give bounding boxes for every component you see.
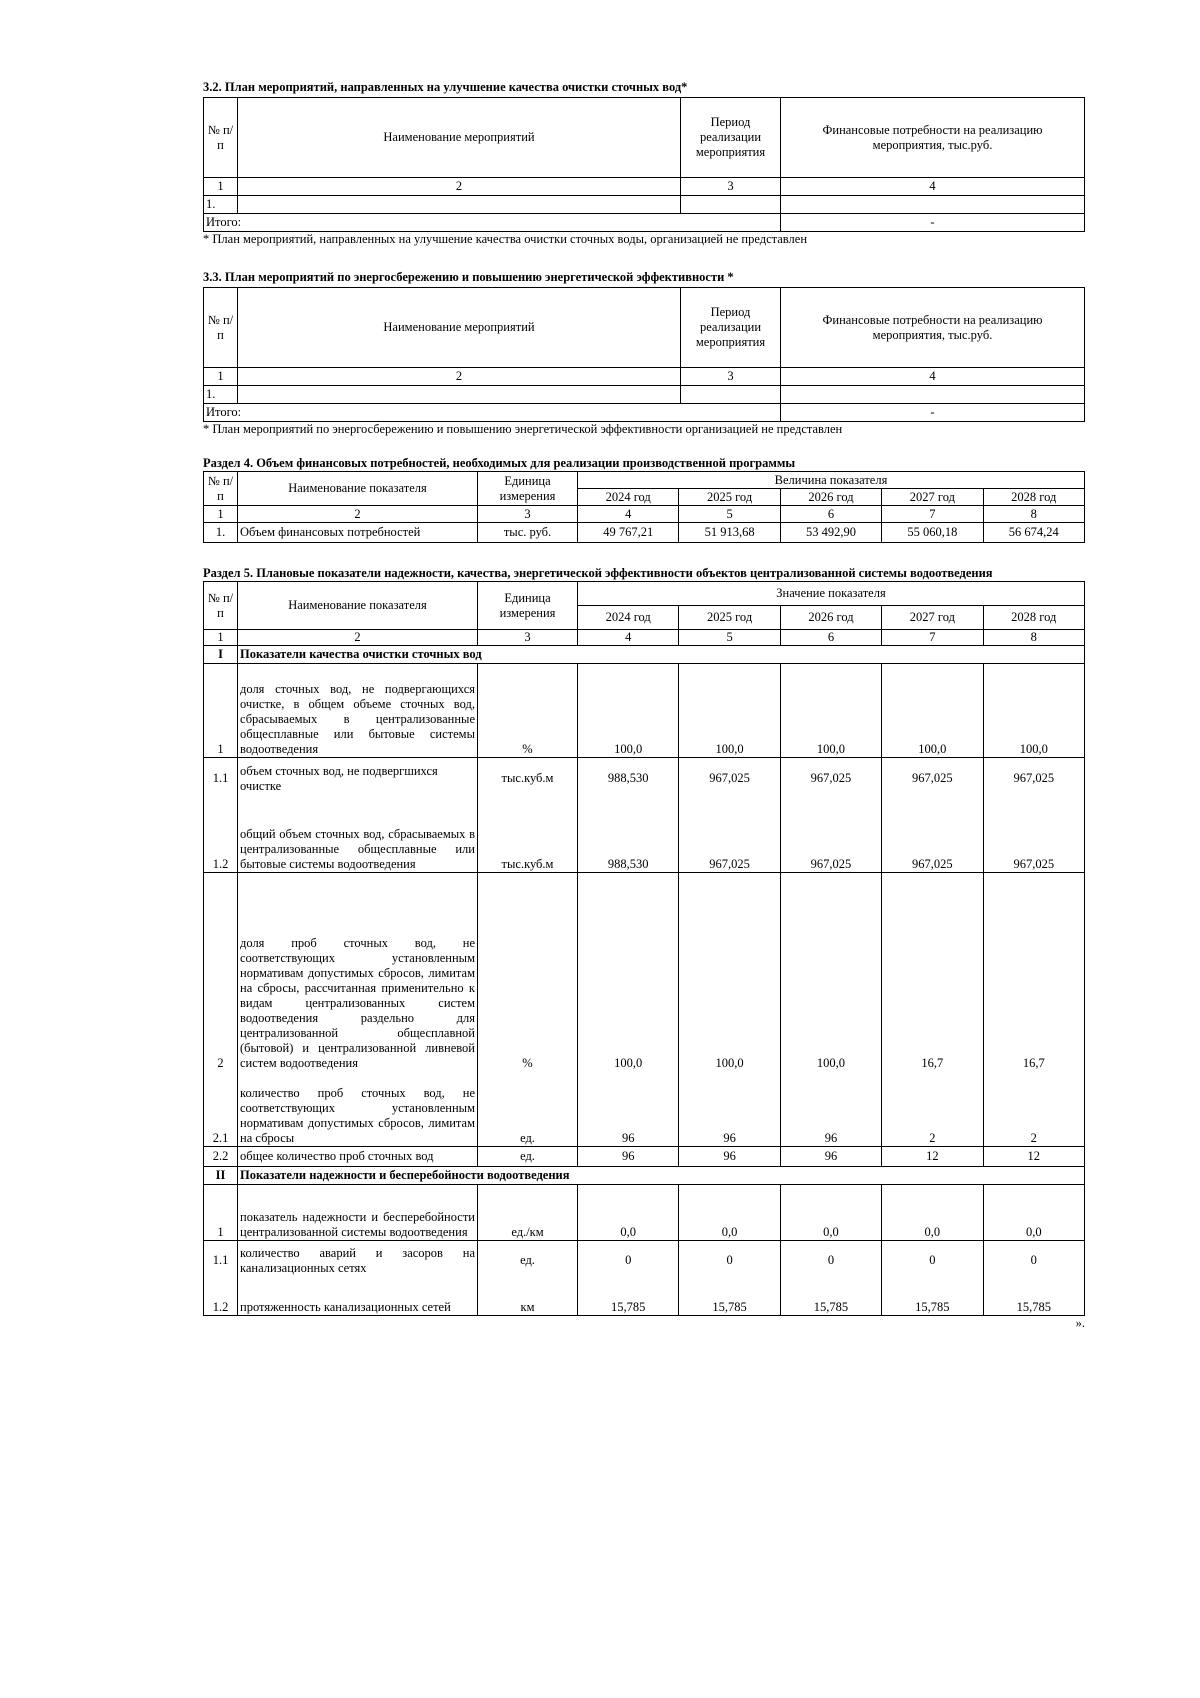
row-value: 0: [983, 1241, 1084, 1281]
row-value: 100,0: [578, 664, 679, 758]
row-name: [238, 196, 681, 214]
col-number: 4: [578, 630, 679, 646]
row-value: 100,0: [882, 664, 983, 758]
col-number: 8: [983, 630, 1084, 646]
group-num: I: [204, 646, 238, 664]
row-num: 1: [204, 664, 238, 758]
row-unit: ед.: [478, 1071, 578, 1147]
row-value: 53 492,90: [780, 523, 881, 543]
row-value: 2: [882, 1071, 983, 1147]
col-number: 1: [204, 630, 238, 646]
header-year: 2028 год: [983, 489, 1084, 506]
row-period: [681, 196, 781, 214]
document-page: [203, 80, 1085, 1331]
header-num: № п/п: [204, 582, 238, 630]
row-value: 15,785: [578, 1281, 679, 1316]
row-value: 100,0: [780, 873, 881, 1071]
header-finance: Финансовые потребности на реализацию мероприятия, тыс.руб.: [781, 98, 1085, 178]
col-number: 2: [238, 506, 478, 523]
col-number: 4: [578, 506, 679, 523]
header-year: 2026 год: [780, 489, 881, 506]
row-num: 1.2: [204, 1281, 238, 1316]
closing-mark: ».: [1075, 1316, 1085, 1330]
row-value: 16,7: [882, 873, 983, 1071]
row-value: 967,025: [780, 800, 881, 873]
row-num: 1.: [204, 523, 238, 543]
row-value: 100,0: [679, 873, 780, 1071]
col-number: 5: [679, 506, 780, 523]
col-number: 6: [780, 630, 881, 646]
header-year: 2024 год: [578, 489, 679, 506]
header-value: Значение показателя: [578, 582, 1085, 606]
row-value: 15,785: [983, 1281, 1084, 1316]
row-num: 2: [204, 873, 238, 1071]
section-5-title: Раздел 5. Плановые показатели надежности, качества, энергетической эффективности объектов централизованной системы водоотведения: [203, 566, 993, 580]
row-name: Объем финансовых потребностей: [238, 523, 478, 543]
col-number: 6: [780, 506, 881, 523]
row-value: 55 060,18: [882, 523, 983, 543]
plan-quality-table: [203, 97, 1085, 232]
row-num: 1.: [204, 196, 238, 214]
row-value: 967,025: [983, 800, 1084, 873]
row-value: 2: [983, 1071, 1084, 1147]
header-period: Период реализации мероприятия: [681, 288, 781, 368]
row-unit: км: [478, 1281, 578, 1316]
row-value: 12: [882, 1147, 983, 1167]
col-number: 7: [882, 506, 983, 523]
header-year: 2027 год: [882, 606, 983, 630]
row-value: 96: [780, 1147, 881, 1167]
group-label: Показатели надежности и бесперебойности водоотведения: [238, 1167, 1085, 1185]
col-number: 3: [478, 630, 578, 646]
row-value: 967,025: [780, 758, 881, 800]
section-3-3-note: * План мероприятий по энергосбережению и повышению энергетической эффективности организацией не представлен: [203, 422, 843, 436]
row-value: 0,0: [882, 1185, 983, 1241]
header-year: 2025 год: [679, 489, 780, 506]
row-num: 1.1: [204, 1241, 238, 1281]
col-number: 3: [681, 178, 781, 196]
row-value: 96: [679, 1147, 780, 1167]
section-3-2-note: * План мероприятий, направленных на улучшение качества очистки сточных воды, организацией не представлен: [203, 232, 808, 246]
row-value: 96: [679, 1071, 780, 1147]
row-value: 49 767,21: [578, 523, 679, 543]
header-num: № п/п: [204, 472, 238, 506]
row-unit: тыс.куб.м: [478, 800, 578, 873]
col-number: 1: [204, 368, 238, 386]
group-num: II: [204, 1167, 238, 1185]
col-number: 4: [781, 368, 1085, 386]
plan-energy-table: [203, 287, 1085, 422]
row-value: 967,025: [679, 758, 780, 800]
header-year: 2028 год: [983, 606, 1084, 630]
row-value: 0: [780, 1241, 881, 1281]
indicators-table: [203, 581, 1085, 1316]
row-value: 15,785: [679, 1281, 780, 1316]
header-year: 2027 год: [882, 489, 983, 506]
row-value: 988,530: [578, 800, 679, 873]
row-value: 100,0: [679, 664, 780, 758]
header-year: 2025 год: [679, 606, 780, 630]
row-value: 967,025: [882, 758, 983, 800]
row-value: 0,0: [780, 1185, 881, 1241]
header-name: Наименование показателя: [238, 472, 478, 506]
row-finance: [781, 196, 1085, 214]
row-unit: тыс. руб.: [478, 523, 578, 543]
header-num: № п/п: [204, 288, 238, 368]
header-year: 2026 год: [780, 606, 881, 630]
row-value: 100,0: [780, 664, 881, 758]
row-num: 2.2: [204, 1147, 238, 1167]
row-value: 56 674,24: [983, 523, 1084, 543]
row-num: 1: [204, 1185, 238, 1241]
total-label: Итого:: [204, 404, 781, 422]
row-name: доля проб сточных вод, не соответствующих установленным нормативам допустимых сбросов, лимитам на сбросы, рассчитанная применительно к видам централизованных систем водоотведения раздельно для централизованной общесплавной (бытовой) и централизованной ливневой систем водоотведения: [238, 873, 478, 1071]
col-number: 2: [238, 178, 681, 196]
row-value: 0: [882, 1241, 983, 1281]
row-value: 51 913,68: [679, 523, 780, 543]
row-num: 1.1: [204, 758, 238, 800]
row-num: 1.: [204, 386, 238, 404]
col-number: 8: [983, 506, 1084, 523]
row-value: 100,0: [983, 664, 1084, 758]
row-value: 100,0: [578, 873, 679, 1071]
section-4-title: Раздел 4. Объем финансовых потребностей, необходимых для реализации производственной программы: [203, 456, 796, 470]
row-name: протяженность канализационных сетей: [238, 1281, 478, 1316]
row-unit: %: [478, 873, 578, 1071]
row-value: 967,025: [983, 758, 1084, 800]
group-label: Показатели качества очистки сточных вод: [238, 646, 1085, 664]
row-unit: ед.: [478, 1241, 578, 1281]
row-period: [681, 386, 781, 404]
header-year: 2024 год: [578, 606, 679, 630]
col-number: 1: [204, 178, 238, 196]
row-name: доля сточных вод, не подвергающихся очистке, в общем объеме сточных вод, сбрасываемых в централизованные общесплавные или бытовые системы водоотведения: [238, 664, 478, 758]
col-number: 3: [681, 368, 781, 386]
row-num: 2.1: [204, 1071, 238, 1147]
header-name: Наименование мероприятий: [238, 98, 681, 178]
header-period: Период реализации мероприятия: [681, 98, 781, 178]
row-value: 12: [983, 1147, 1084, 1167]
row-finance: [781, 386, 1085, 404]
section-3-2-title: 3.2. План мероприятий, направленных на улучшение качества очистки сточных вод*: [203, 80, 688, 94]
row-name: объем сточных вод, не подвергшихся очистке: [238, 758, 478, 800]
header-value: Величина показателя: [578, 472, 1085, 489]
col-number: 3: [478, 506, 578, 523]
col-number: 1: [204, 506, 238, 523]
col-number: 5: [679, 630, 780, 646]
row-value: 0,0: [578, 1185, 679, 1241]
header-name: Наименование мероприятий: [238, 288, 681, 368]
row-name: общий объем сточных вод, сбрасываемых в централизованные общесплавные или бытовые системы водоотведения: [238, 800, 478, 873]
header-unit: Единица измерения: [478, 472, 578, 506]
row-value: 96: [578, 1147, 679, 1167]
col-number: 2: [238, 368, 681, 386]
row-num: 1.2: [204, 800, 238, 873]
row-value: 0: [578, 1241, 679, 1281]
row-name: количество проб сточных вод, не соответствующих установленным нормативам допустимых сбросов, лимитам на сбросы: [238, 1071, 478, 1147]
section-3-3-title: 3.3. План мероприятий по энергосбережению и повышению энергетической эффективности *: [203, 270, 734, 284]
row-name: общее количество проб сточных вод: [238, 1147, 478, 1167]
row-name: количество аварий и засоров на канализационных сетях: [238, 1241, 478, 1281]
row-unit: ед./км: [478, 1185, 578, 1241]
row-value: 15,785: [780, 1281, 881, 1316]
row-value: 967,025: [882, 800, 983, 873]
header-name: Наименование показателя: [238, 582, 478, 630]
row-value: 0: [679, 1241, 780, 1281]
header-unit: Единица измерения: [478, 582, 578, 630]
finance-needs-table: [203, 471, 1085, 543]
row-value: 0,0: [983, 1185, 1084, 1241]
header-num: № п/п: [204, 98, 238, 178]
row-value: 96: [780, 1071, 881, 1147]
total-value: -: [781, 404, 1085, 422]
col-number: 4: [781, 178, 1085, 196]
row-unit: тыс.куб.м: [478, 758, 578, 800]
row-name: показатель надежности и бесперебойности централизованной системы водоотведения: [238, 1185, 478, 1241]
row-value: 15,785: [882, 1281, 983, 1316]
row-value: 96: [578, 1071, 679, 1147]
total-label: Итого:: [204, 214, 781, 232]
total-value: -: [781, 214, 1085, 232]
row-value: 0,0: [679, 1185, 780, 1241]
row-value: 967,025: [679, 800, 780, 873]
col-number: 7: [882, 630, 983, 646]
row-unit: ед.: [478, 1147, 578, 1167]
row-unit: %: [478, 664, 578, 758]
row-value: 988,530: [578, 758, 679, 800]
col-number: 2: [238, 630, 478, 646]
row-value: 16,7: [983, 873, 1084, 1071]
row-name: [238, 386, 681, 404]
header-finance: Финансовые потребности на реализацию мероприятия, тыс.руб.: [781, 288, 1085, 368]
